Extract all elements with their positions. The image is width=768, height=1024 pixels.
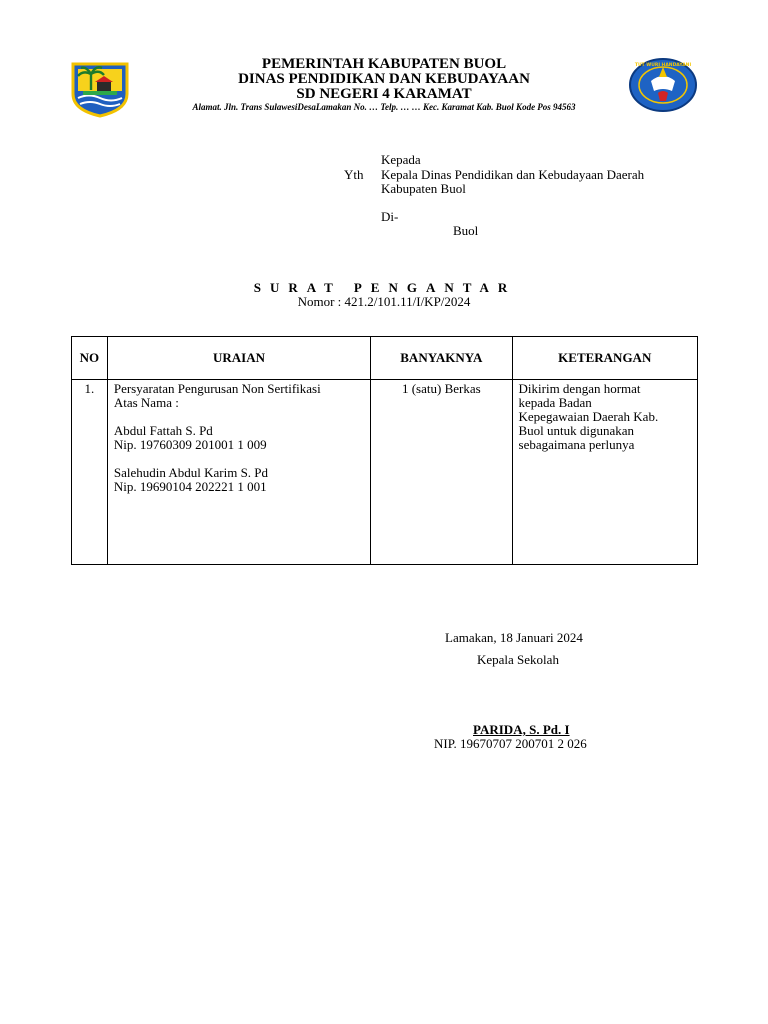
- recipient-place: Buol: [453, 223, 479, 238]
- person1-nip: Nip. 19760309 201001 1 009: [113, 437, 267, 452]
- keterangan-line: Kepegawaian Daerah Kab.: [518, 409, 659, 424]
- keterangan-line: sebagaimana perlunya: [518, 437, 635, 452]
- cell-uraian: [107, 380, 370, 565]
- signature-nip: NIP. 19670707 200701 2 026: [434, 736, 587, 751]
- cell-no: 1.: [72, 380, 108, 565]
- recipient-line2: Kabupaten Buol: [381, 181, 466, 196]
- header-government: PEMERINTAH KABUPATEN BUOL: [261, 56, 507, 72]
- uraian-line2: Atas Nama :: [113, 395, 179, 410]
- col-header-no: NO: [72, 337, 108, 380]
- signature-name: PARIDA, S. Pd. I: [473, 722, 570, 737]
- letter-number: Nomor : 421.2/101.11/I/KP/2024: [297, 294, 471, 309]
- table-row: [72, 380, 698, 565]
- keterangan-line: Dikirim dengan hormat: [518, 381, 641, 396]
- cover-letter-table: [71, 336, 698, 565]
- person2-name: Salehudin Abdul Karim S. Pd: [113, 465, 269, 480]
- recipient-di: Di-: [381, 209, 399, 224]
- header-address: Alamat. Jln. Trans SulawesiDesaLamakan No. … Telp. … … Kec. Karamat Kab. Buol Kode Pos 94563: [192, 102, 576, 112]
- logo-lettering: TUT WURI HANDAYANI: [634, 63, 692, 68]
- uraian-line1: Persyaratan Pengurusan Non Sertifikasi: [113, 381, 321, 396]
- keterangan-line: kepada Badan: [518, 395, 592, 410]
- table-header-row: [72, 337, 698, 380]
- signature-position: Kepala Sekolah: [477, 652, 559, 667]
- recipient-kepada: Kepada: [381, 152, 421, 167]
- letter-title: SURAT PENGANTAR: [253, 280, 517, 295]
- recipient-line1: Kepala Dinas Pendidikan dan Kebudayaan Daerah: [381, 167, 645, 182]
- header-department: DINAS PENDIDIKAN DAN KEBUDAYAAN: [238, 71, 530, 87]
- recipient-yth: Yth: [344, 167, 364, 182]
- header-school: SD NEGERI 4 KARAMAT: [296, 86, 472, 102]
- col-header-banyaknya: BANYAKNYA: [371, 337, 512, 380]
- person2-nip: Nip. 19690104 202221 1 001: [113, 479, 267, 494]
- keterangan-line: Buol untuk digunakan: [518, 423, 635, 438]
- signature-place-date: Lamakan, 18 Januari 2024: [445, 630, 583, 645]
- person1-name: Abdul Fattah S. Pd: [113, 423, 213, 438]
- col-header-keterangan: KETERANGAN: [512, 337, 697, 380]
- cell-banyaknya: 1 (satu) Berkas: [371, 380, 512, 565]
- col-header-uraian: URAIAN: [107, 337, 370, 380]
- cell-keterangan: [512, 380, 697, 565]
